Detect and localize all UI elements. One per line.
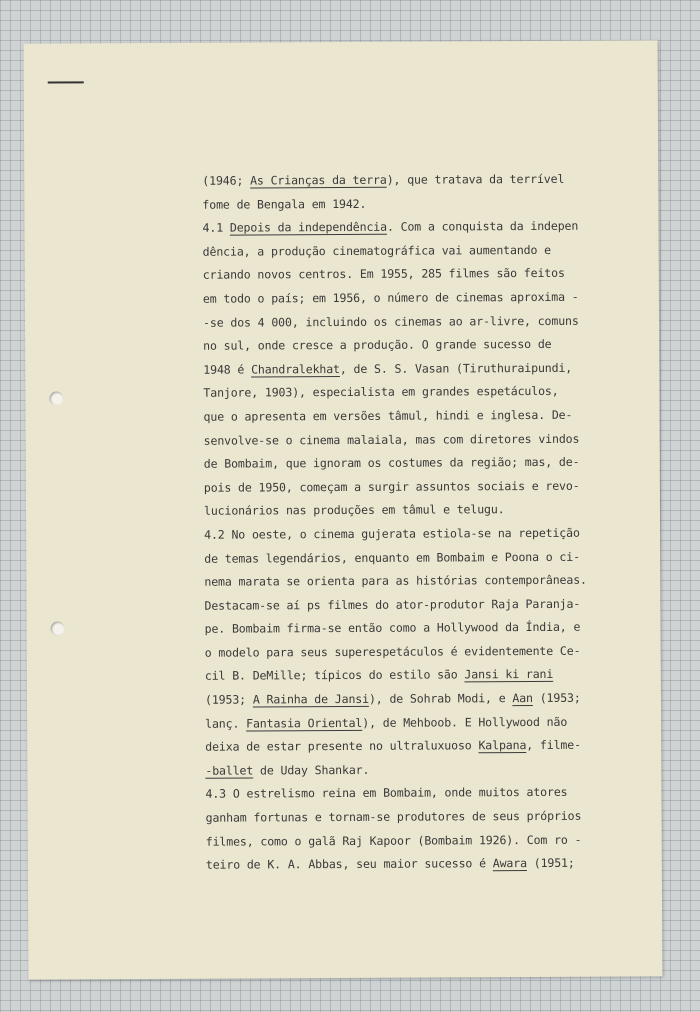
text-line (203, 380, 643, 406)
text-segment: nema marata se orienta para as histórias contemporâneas. (204, 572, 587, 589)
text-line (205, 781, 645, 807)
text-segment: ), de Mehboob. E Hollywood não (362, 714, 568, 730)
text-segment: que o apresenta em versões tâmul, hindi e inglesa. De- (203, 407, 573, 424)
text-line (204, 474, 644, 500)
text-segment: Tanjore, 1903), especialista em grandes espetáculos, (203, 384, 559, 401)
text-line (206, 804, 646, 830)
text-segment: 4.1 (202, 220, 230, 235)
text-segment: pe. Bombaim firma-se então como a Hollywood da Índia, e (204, 620, 581, 637)
text-segment: ), de Sohrab Modi, e (368, 691, 513, 706)
text-segment: (1953; (532, 690, 581, 706)
text-segment: (1953; (204, 692, 253, 707)
text-segment: (1946; (202, 173, 251, 188)
text-line (204, 427, 644, 453)
underlined-title: Awara (492, 856, 527, 871)
text-line (203, 309, 643, 335)
underlined-title: Jansi ki rani (464, 667, 554, 682)
text-segment: ), que tratava da terrível (386, 171, 565, 187)
text-line (204, 569, 644, 595)
punch-hole-bottom (51, 621, 65, 635)
text-segment: no sul, onde cresce a produção. O grande sucesso de (203, 337, 552, 353)
text-line (206, 828, 646, 854)
text-line (202, 167, 642, 193)
text-line (202, 191, 642, 217)
typed-text-body (202, 167, 646, 877)
text-line (204, 521, 644, 547)
underlined-title: A Rainha de Jansi (252, 691, 369, 707)
text-segment: de Bombaim, que ignoram os costumes da região; mas, de- (203, 454, 580, 471)
text-segment: , de S. S. Vasan (Tiruthuraipundi, (339, 360, 573, 376)
text-segment: em todo o país; em 1956, o número de cinemas aproxima - (202, 289, 579, 306)
text-segment: pois de 1950, começam a surgir assuntos sociais e revo- (203, 478, 580, 495)
underlined-title: Kalpana (478, 738, 527, 753)
text-line (204, 498, 644, 524)
punch-hole-top (49, 391, 63, 405)
text-segment: fome de Bengala em 1942. (202, 196, 367, 212)
text-line (203, 356, 643, 382)
text-segment: ganham fortunas e tornam-se produtores de seus próprios (205, 808, 582, 825)
text-line (205, 757, 645, 783)
text-segment: de temas legendários, enquanto em Bombaim e Poona o ci- (204, 549, 580, 566)
text-segment: teiro de K. A. Abbas, seu maior sucesso é (205, 856, 493, 872)
text-segment: criando novos centros. Em 1955, 285 filmes são feitos (202, 266, 565, 283)
margin-dash-mark (48, 81, 84, 83)
text-line (205, 710, 645, 736)
text-line (204, 592, 644, 618)
underlined-title: -ballet (205, 763, 254, 778)
text-segment: (1951; (526, 856, 575, 871)
text-segment: o modelo para seus superespetáculos é evidentemente Ce- (204, 643, 581, 660)
text-segment: 1948 é (203, 362, 252, 377)
text-line (203, 262, 643, 288)
text-line (203, 285, 643, 311)
text-line (205, 663, 645, 689)
text-line (203, 333, 643, 359)
text-segment: -se dos 4 000, incluindo os cinemas ao ar-livre, comuns (202, 313, 579, 330)
typed-sheet (24, 40, 663, 979)
underlined-title: Depois da independência (229, 219, 387, 235)
text-line (205, 616, 645, 642)
underlined-title: Chandralekhat (251, 361, 340, 377)
text-segment: lucionários nas produções em tâmul e telugu. (203, 502, 505, 519)
text-segment: senvolve-se o cinema malaiala, mas com diretores vindos (203, 431, 580, 448)
text-segment: dência, a produção cinematográfica vai aumentando e (202, 242, 552, 259)
text-segment: filmes, como o galã Raj Kapoor (Bombaim 1926). Com ro - (205, 832, 582, 849)
text-segment: . Com a conquista da indepen (386, 218, 579, 234)
text-line (204, 545, 644, 571)
text-line (205, 734, 645, 760)
text-segment: deixa de estar presente no ultraluxuoso (205, 738, 479, 754)
underlined-title: Aan (512, 691, 533, 706)
text-line (202, 215, 642, 241)
text-segment: , filme- (526, 738, 581, 753)
text-line (205, 686, 645, 712)
text-segment: 4.2 No oeste, o cinema gujerata estiola-se na repetição (204, 525, 580, 542)
text-line (205, 639, 645, 665)
underlined-title: Fantasia Oriental (246, 715, 363, 731)
text-segment: cil B. DeMille; típicos do estilo são (204, 667, 465, 684)
text-line (203, 238, 643, 264)
text-line (206, 852, 646, 878)
text-line (204, 451, 644, 477)
text-line (203, 403, 643, 429)
underlined-title: As Crianças da terra (250, 172, 387, 188)
text-segment: Destacam-se aí ps filmes do ator-produtor Raja Paranja- (204, 596, 581, 613)
text-segment: 4.3 O estrelismo reina em Bombaim, onde muitos atores (205, 785, 568, 802)
text-segment: de Uday Shankar. (253, 762, 370, 778)
text-segment: lanç. (205, 716, 247, 731)
